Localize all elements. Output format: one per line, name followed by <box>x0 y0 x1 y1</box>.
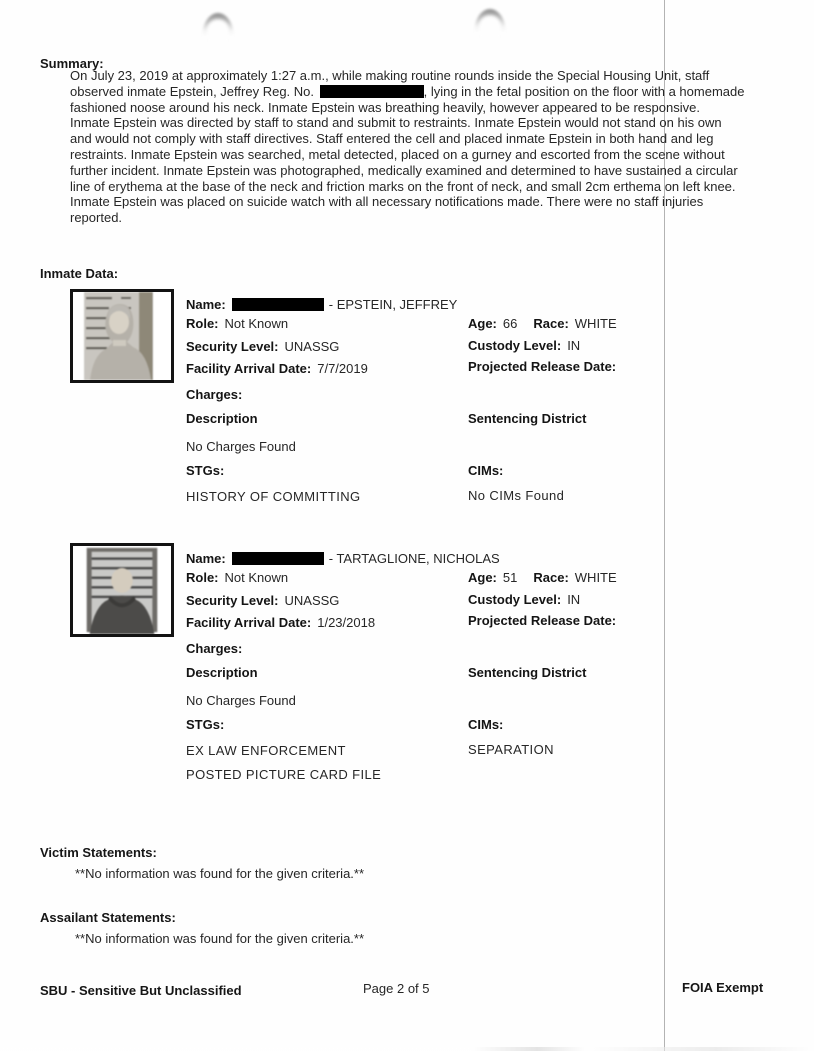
summary-heading: Summary: <box>40 56 104 71</box>
summary-line: restraints. Inmate Epstein was searched, metal detected, placed on a gurney and escorted from the scene without <box>70 146 725 162</box>
summary-line: observed inmate Epstein, Jeffrey Reg. No. , lying in the fetal position on the floor with a homemade <box>70 83 745 99</box>
security-level-label: Security Level: <box>186 593 279 608</box>
race-label: Race: <box>533 570 569 585</box>
inmate-name-value: - TARTAGLIONE, NICHOLAS <box>328 551 500 566</box>
summary-line: Inmate Epstein was directed by staff to stand and submit to restraints. Inmate Epstein would not stand on his own <box>70 115 722 131</box>
stg-values <box>186 739 381 787</box>
custody-level-value: IN <box>567 592 581 607</box>
description-label: Description <box>186 665 258 680</box>
field-row-facility-arrival <box>186 615 375 630</box>
field-row-description <box>186 665 264 680</box>
list-item: SEPARATION <box>468 742 554 757</box>
field-row-custody-level <box>468 592 580 607</box>
field-row-charges <box>186 641 248 656</box>
inmate-name-value: - EPSTEIN, JEFFREY <box>328 297 458 312</box>
field-row-role <box>186 316 288 331</box>
stg-values <box>186 485 361 509</box>
field-row-facility-arrival <box>186 361 368 376</box>
description-value: No Charges Found <box>186 439 296 454</box>
field-row-projected-release <box>468 613 622 628</box>
custody-level-label: Custody Level: <box>468 592 562 607</box>
cims-label: CIMs: <box>468 717 504 732</box>
scan-artifact-bottom-edge <box>0 1047 814 1051</box>
cim-values <box>468 484 564 508</box>
field-row-age-race <box>468 570 617 585</box>
charges-label: Charges: <box>186 387 243 402</box>
name-label: Name: <box>186 551 226 566</box>
assailant-statements-heading: Assailant Statements: <box>40 910 176 925</box>
redaction-box <box>232 552 324 565</box>
mugshot-image <box>73 292 171 380</box>
field-row-name <box>186 551 500 566</box>
mugshot-photo <box>70 289 174 383</box>
field-row-projected-release <box>468 359 622 374</box>
cim-values <box>468 738 554 762</box>
mugshot-photo <box>70 543 174 637</box>
field-row-description <box>186 411 264 426</box>
footer-foia-exempt: FOIA Exempt <box>682 980 764 995</box>
summary-paragraph <box>70 68 770 226</box>
summary-line: On July 23, 2019 at approximately 1:27 a.m., while making routine rounds inside the Special Housing Unit, staff <box>70 68 710 83</box>
assailant-statements-body: **No information was found for the given criteria.** <box>75 931 365 946</box>
list-item: HISTORY OF COMMITTING <box>186 489 361 504</box>
field-row-sentencing-district <box>468 411 592 426</box>
sentencing-district-label: Sentencing District <box>468 665 587 680</box>
inmate-data-heading: Inmate Data: <box>40 266 119 281</box>
role-label: Role: <box>186 570 219 585</box>
summary-line: fashioned noose around his neck. Inmate Epstein was breathing heavily, however appeared to be responsive. <box>70 99 700 115</box>
role-label: Role: <box>186 316 219 331</box>
facility-arrival-label: Facility Arrival Date: <box>186 615 312 630</box>
age-label: Age: <box>468 316 497 331</box>
binder-hole-shadow <box>202 13 234 37</box>
role-value: Not Known <box>224 570 289 585</box>
facility-arrival-value: 7/7/2019 <box>317 361 368 376</box>
binder-hole-shadow <box>474 9 506 33</box>
age-label: Age: <box>468 570 497 585</box>
field-row-age-race <box>468 316 617 331</box>
field-row-sentencing-district <box>468 665 592 680</box>
projected-release-label: Projected Release Date: <box>468 613 617 628</box>
projected-release-label: Projected Release Date: <box>468 359 617 374</box>
field-row-no-charges <box>186 693 296 708</box>
field-row-cims <box>468 463 509 478</box>
custody-level-label: Custody Level: <box>468 338 562 353</box>
race-label: Race: <box>533 316 569 331</box>
age-value: 66 <box>502 316 518 331</box>
victim-statements-body: **No information was found for the given criteria.** <box>75 866 365 881</box>
stgs-label: STGs: <box>186 463 225 478</box>
field-row-security-level <box>186 339 339 354</box>
victim-statements-heading: Victim Statements: <box>40 845 157 860</box>
field-row-custody-level <box>468 338 580 353</box>
field-row-name <box>186 297 457 312</box>
security-level-label: Security Level: <box>186 339 279 354</box>
field-row-security-level <box>186 593 339 608</box>
summary-line: further incident. Inmate Epstein was photographed, medically examined and determined to have sustained a circular <box>70 162 738 178</box>
list-item: POSTED PICTURE CARD FILE <box>186 767 382 782</box>
custody-level-value: IN <box>567 338 581 353</box>
field-row-stgs <box>186 463 230 478</box>
name-label: Name: <box>186 297 226 312</box>
facility-arrival-value: 1/23/2018 <box>317 615 376 630</box>
description-value: No Charges Found <box>186 693 296 708</box>
inmate-record <box>0 543 814 793</box>
footer-page-number: Page 2 of 5 <box>363 981 430 996</box>
summary-line: Inmate Epstein was placed on suicide watch with all necessary notifications made. There were no staff injuries <box>70 194 704 210</box>
field-row-no-charges <box>186 439 296 454</box>
role-value: Not Known <box>224 316 289 331</box>
footer-classification: SBU - Sensitive But Unclassified <box>40 983 242 998</box>
security-level-value: UNASSG <box>284 339 340 354</box>
sentencing-district-label: Sentencing District <box>468 411 587 426</box>
cims-label: CIMs: <box>468 463 504 478</box>
field-row-cims <box>468 717 509 732</box>
security-level-value: UNASSG <box>284 593 340 608</box>
facility-arrival-label: Facility Arrival Date: <box>186 361 312 376</box>
field-row-role <box>186 570 288 585</box>
mugshot-image <box>73 546 171 634</box>
race-value: WHITE <box>574 316 617 331</box>
age-value: 51 <box>502 570 518 585</box>
redaction-box <box>232 298 324 311</box>
summary-line: reported. <box>70 210 123 226</box>
redaction-box <box>320 85 424 98</box>
stgs-label: STGs: <box>186 717 225 732</box>
summary-line: line of erythema at the base of the neck and friction marks on the front of neck, and small 2cm erthema on left knee. <box>70 178 736 194</box>
race-value: WHITE <box>574 570 617 585</box>
summary-line: and would not comply with staff directives. Staff entered the cell and placed inmate Epstein in both hand and leg <box>70 131 714 147</box>
list-item: EX LAW ENFORCEMENT <box>186 743 346 758</box>
field-row-charges <box>186 387 248 402</box>
list-item: No CIMs Found <box>468 488 565 503</box>
charges-label: Charges: <box>186 641 243 656</box>
description-label: Description <box>186 411 258 426</box>
field-row-stgs <box>186 717 230 732</box>
inmate-record <box>0 289 814 539</box>
